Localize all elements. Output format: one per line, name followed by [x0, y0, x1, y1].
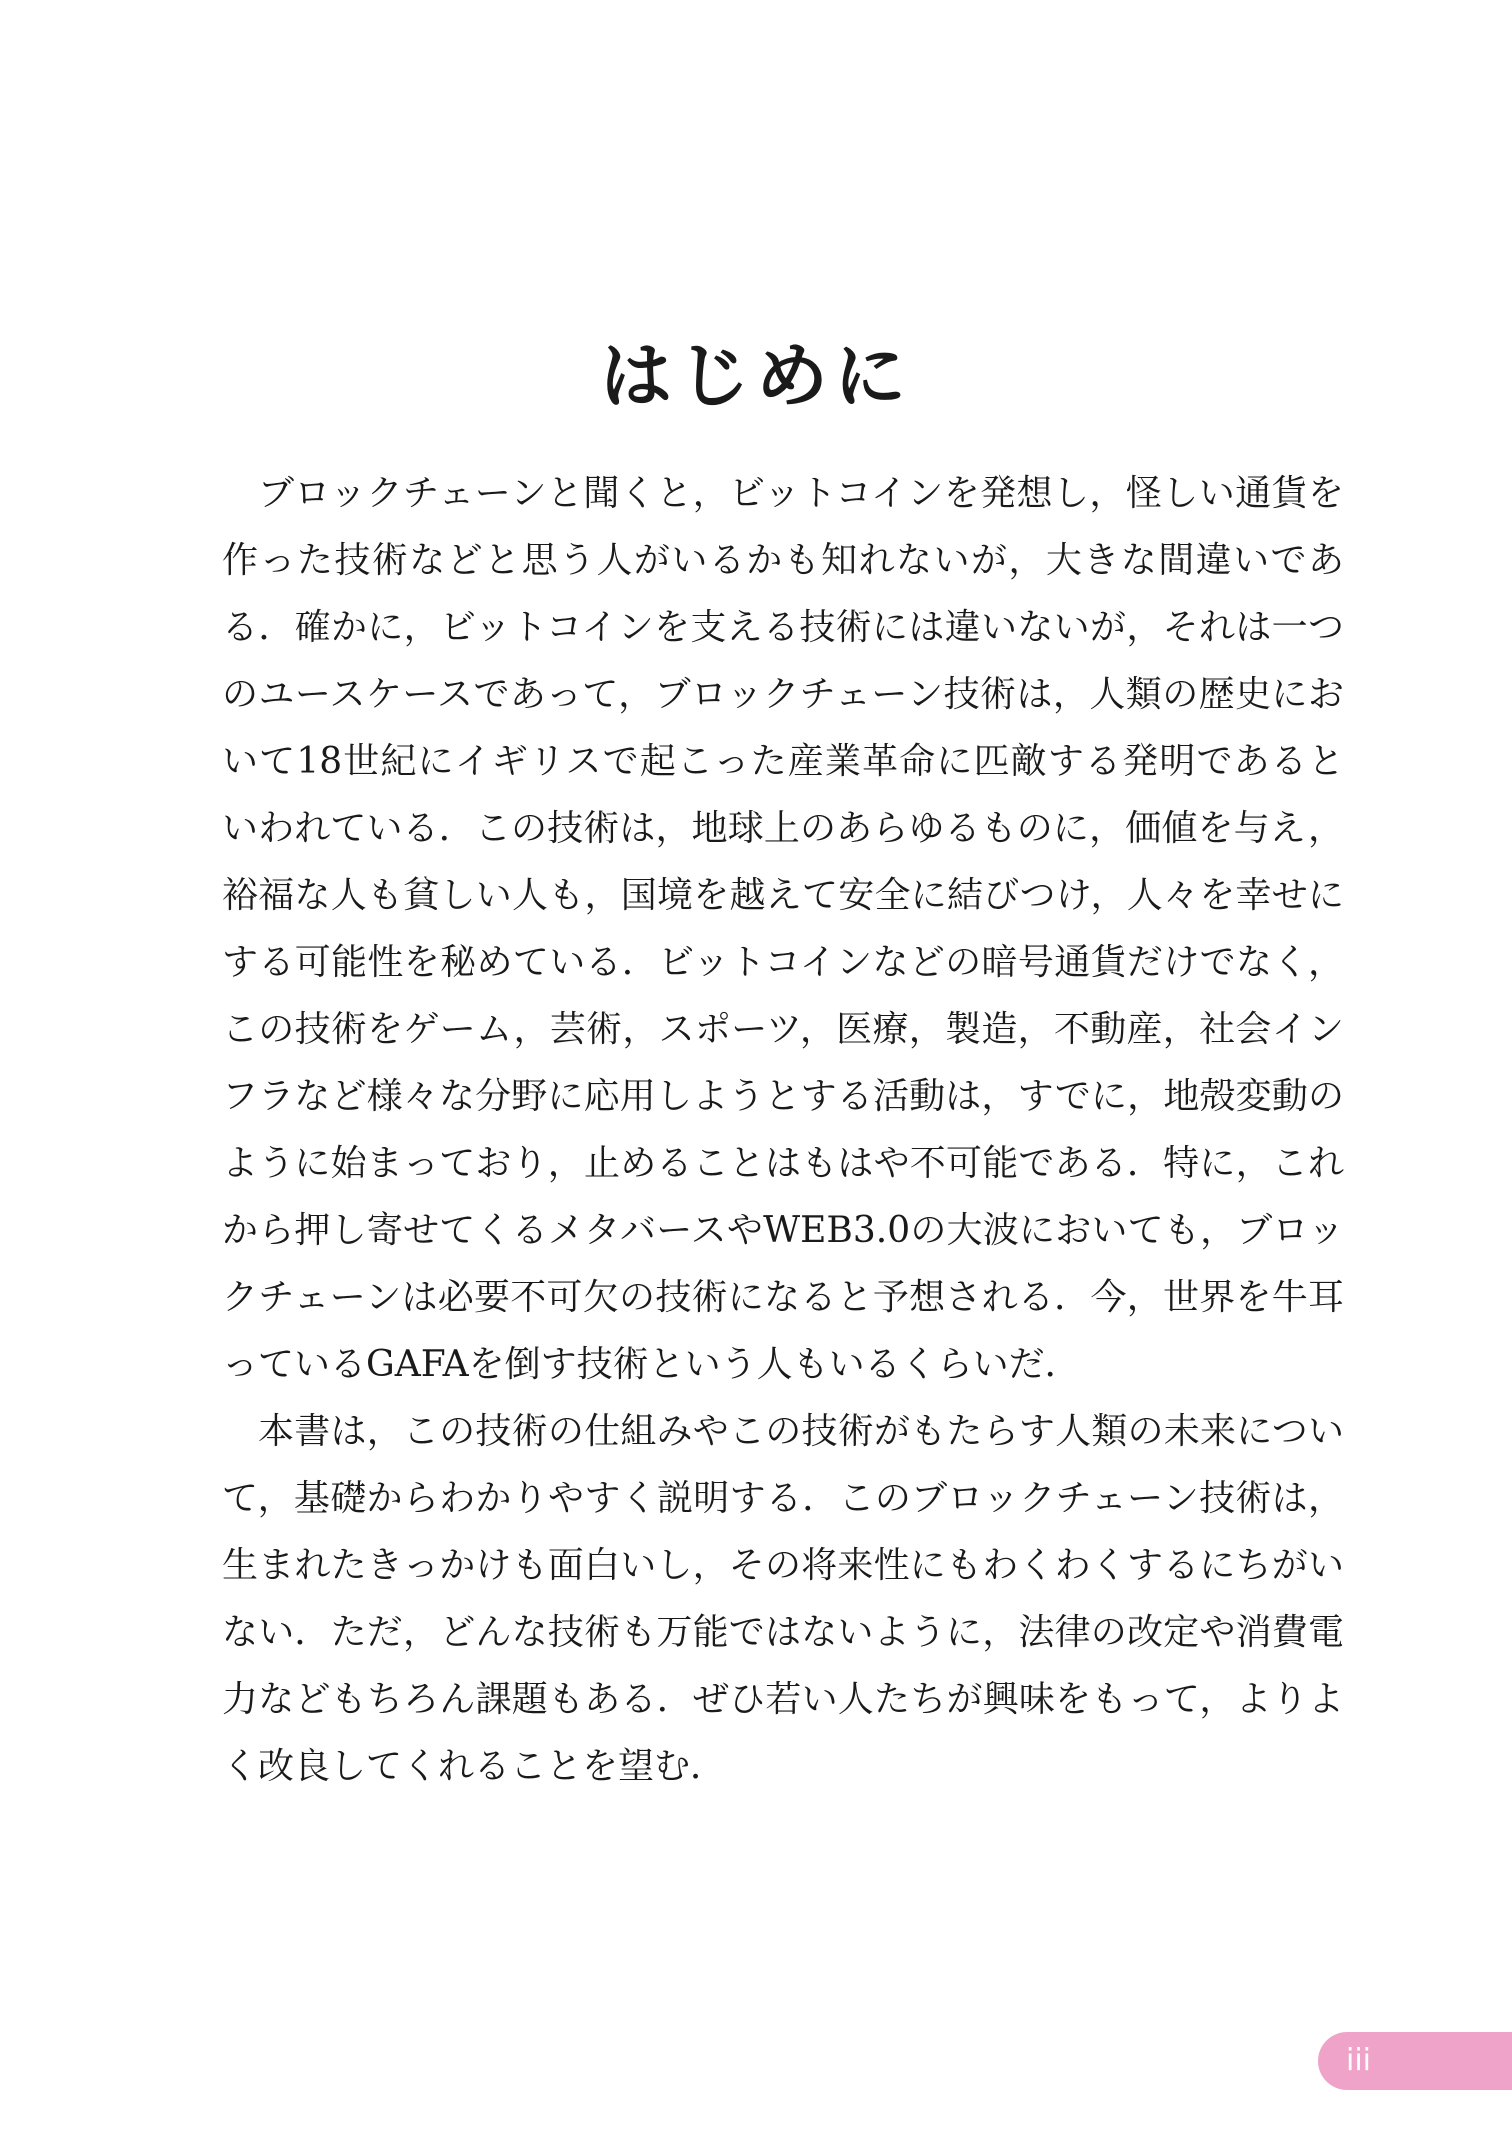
paragraph-1: ブロックチェーンと聞くと，ビットコインを発想し，怪しい通貨を作った技術などと思う人がいるかも知れないが，大きな間違いである．確かに，ビットコインを支える技術には違いないが，それは一つのユースケースであって，ブロックチェーン技術は，人類の歴史において18世紀にイギリスで起こった産業革命に匹敵する発明であるといわれている．この技術は，地球上のあらゆるものに，価値を与え，裕福な人も貧しい人も，国境を越えて安全に結びつけ，人々を幸せにする可能性を秘めている．ビットコインなどの暗号通貨だけでなく，この技術をゲーム，芸術，スポーツ，医療，製造，不動産，社会インフラなど様々な分野に応用しようとする活動は，すでに，地殻変動のように始まっており，止めることはもはや不可能である．特に，これから押し寄せてくるメタバースやWEB3.0の大波においても，ブロックチェーンは必要不可欠の技術になると予想される．今，世界を牛耳っているGAFAを倒す技術という人もいるくらいだ．: [222, 473, 1344, 1385]
page-title: はじめに: [599, 334, 912, 419]
page-number: iii: [1346, 2043, 1372, 2078]
page-number-tab: [1318, 2032, 1512, 2090]
paragraph-2: 本書は，この技術の仕組みやこの技術がもたらす人類の未来について，基礎からわかりやすく説明する．このブロックチェーン技術は，生まれたきっかけも面白いし，その将来性にもわくわくするにちがいない．ただ，どんな技術も万能ではないように，法律の改定や消費電力などもちろん課題もある．ぜひ若い人たちが興味をもって，よりよく改良してくれることを望む．: [222, 1411, 1344, 1787]
body-text: [222, 460, 1344, 1800]
